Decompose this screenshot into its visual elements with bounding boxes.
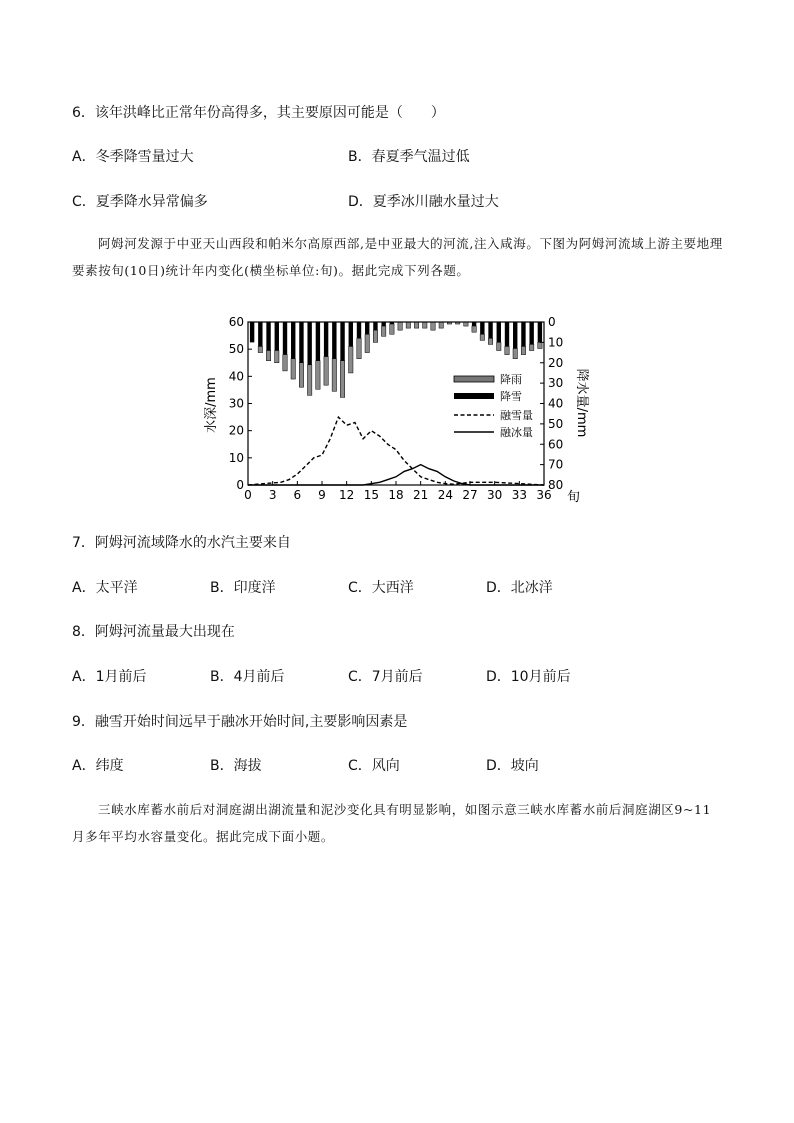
y-left-tick-label: 50 bbox=[228, 342, 244, 357]
rain-bar bbox=[538, 342, 542, 348]
q9-option-a: A．纬度 bbox=[72, 758, 124, 774]
rain-bar bbox=[521, 346, 525, 354]
snow-bar bbox=[365, 322, 369, 334]
snow-bar bbox=[258, 322, 262, 346]
q7-option-d: D．北冰洋 bbox=[486, 580, 553, 596]
y-right-tick-label: 70 bbox=[548, 457, 564, 472]
snow-bar bbox=[266, 322, 270, 351]
legend-icemelt-label: 融冰量 bbox=[500, 426, 533, 439]
q6-option-d: D．夏季冰川融水量过大 bbox=[348, 194, 499, 210]
snow-bar bbox=[529, 322, 533, 344]
rain-bar bbox=[381, 326, 385, 336]
y-left-tick-label: 20 bbox=[228, 423, 244, 438]
x-tick-label: 33 bbox=[511, 488, 527, 502]
passage-amu-darya: 阿姆河发源于中亚天山西段和帕米尔高原西部,是中亚最大的河流,注入咸海。下图为阿姆河流域上游主要地理要素按旬(10日)统计年内变化(横坐标单位:旬)。据此完成下列各题。 bbox=[72, 236, 723, 278]
snow-bar bbox=[299, 322, 303, 363]
y-left-tick-label: 40 bbox=[228, 369, 244, 384]
q6-option-a: A．冬季降雪量过大 bbox=[72, 149, 194, 165]
rain-bar bbox=[291, 359, 295, 379]
rain-bar bbox=[299, 363, 303, 387]
q8-option-b: B．4月前后 bbox=[210, 669, 285, 685]
q6-option-b: B．春夏季气温过低 bbox=[348, 149, 470, 165]
x-tick-label: 21 bbox=[413, 488, 429, 502]
rain-bar bbox=[423, 322, 427, 328]
y-right-tick-label: 40 bbox=[548, 396, 564, 411]
x-tick-label: 36 bbox=[536, 488, 552, 502]
x-tick-label: 12 bbox=[339, 488, 355, 502]
y-right-label: 降水量/mm bbox=[574, 368, 589, 438]
rain-bar bbox=[390, 324, 394, 334]
x-tick-label: 0 bbox=[244, 488, 252, 502]
rain-bar bbox=[307, 365, 311, 396]
x-tick-label: 24 bbox=[437, 488, 453, 502]
y-left-tick-label: 10 bbox=[228, 450, 244, 465]
x-tick-label: 6 bbox=[293, 488, 302, 502]
y-right-tick-label: 0 bbox=[548, 315, 556, 329]
x-tick-label: 18 bbox=[388, 488, 404, 502]
q9-stem: 9．融雪开始时间远早于融冰开始时间,主要影响因素是 bbox=[72, 714, 408, 730]
rain-bar bbox=[316, 361, 320, 390]
rain-bar bbox=[513, 348, 517, 358]
legend-rain-label: 降雨 bbox=[500, 373, 522, 386]
y-left-tick-label: 30 bbox=[228, 396, 244, 411]
q8-option-c: C．7月前后 bbox=[348, 669, 423, 685]
rain-bar bbox=[357, 338, 361, 358]
snow-bar bbox=[340, 322, 344, 361]
q9-option-d: D．坡向 bbox=[486, 758, 539, 774]
snow-bar bbox=[521, 322, 525, 346]
q8-option-a: A．1月前后 bbox=[72, 669, 147, 685]
q9-option-b: B．海拔 bbox=[210, 758, 262, 774]
chart-legend bbox=[454, 372, 533, 439]
rain-bar bbox=[472, 326, 476, 332]
rain-bar bbox=[275, 351, 279, 363]
y-left-label: 水深/mm bbox=[204, 377, 219, 433]
rain-bar bbox=[258, 346, 262, 352]
q7-stem: 7．阿姆河流域降水的水汽主要来自 bbox=[72, 535, 291, 551]
snow-bar bbox=[480, 322, 484, 334]
snow-bar bbox=[275, 322, 279, 351]
q7-option-c: C．大西洋 bbox=[348, 580, 414, 596]
x-label: 旬 bbox=[567, 490, 581, 505]
legend-snow-swatch bbox=[454, 393, 494, 399]
y-right-tick-label: 20 bbox=[548, 355, 564, 370]
snow-bar bbox=[332, 322, 336, 359]
rain-bar bbox=[365, 334, 369, 352]
rain-bar bbox=[373, 330, 377, 342]
snow-bar bbox=[307, 322, 311, 365]
legend-rain-swatch bbox=[454, 376, 494, 382]
q7-option-b: B．印度洋 bbox=[210, 580, 276, 596]
rain-bar bbox=[480, 334, 484, 340]
x-tick-label: 15 bbox=[363, 488, 379, 502]
snow-bar bbox=[349, 322, 353, 346]
precip-bars bbox=[250, 322, 542, 397]
rain-bar bbox=[266, 351, 270, 361]
passage-three-gorges: 三峡水库蓄水前后对洞庭湖出湖流量和泥沙变化具有明显影响，如图示意三峡水库蓄水前后洞庭湖区9~11月多年平均水容量变化。据此完成下面小题。 bbox=[72, 802, 712, 844]
y-right-tick-label: 50 bbox=[548, 416, 564, 431]
rain-bar bbox=[414, 322, 418, 328]
snow-bar bbox=[472, 322, 476, 326]
x-tick-label: 27 bbox=[462, 488, 478, 502]
y-left-tick-label: 60 bbox=[228, 315, 244, 329]
snow-bar bbox=[283, 322, 287, 355]
legend-snow-label: 降雪 bbox=[500, 390, 522, 403]
q8-option-d: D．10月前后 bbox=[486, 669, 571, 685]
y-right-tick-label: 80 bbox=[548, 478, 564, 492]
rain-bar bbox=[431, 322, 435, 330]
rain-bar bbox=[529, 344, 533, 350]
y-right-tick-label: 10 bbox=[548, 335, 564, 350]
rain-bar bbox=[488, 338, 492, 344]
q6-stem: 6．该年洪峰比正常年份高得多，其主要原因可能是（ ） bbox=[72, 105, 445, 121]
snow-bar bbox=[250, 322, 254, 342]
snow-bar bbox=[357, 322, 361, 338]
rain-bar bbox=[497, 342, 501, 350]
x-tick-label: 3 bbox=[268, 488, 277, 502]
snow-bar bbox=[381, 322, 385, 326]
snow-bar bbox=[513, 322, 517, 348]
rain-bar bbox=[464, 322, 468, 326]
q6-option-c: C．夏季降水异常偏多 bbox=[72, 194, 208, 210]
y-right-tick-label: 30 bbox=[548, 376, 564, 391]
q9-option-c: C．风向 bbox=[348, 758, 400, 774]
snow-bar bbox=[497, 322, 501, 342]
snow-bar bbox=[373, 322, 377, 330]
y-right-tick-label: 60 bbox=[548, 437, 564, 452]
q7-option-a: A．太平洋 bbox=[72, 580, 138, 596]
rain-bar bbox=[505, 346, 509, 354]
rain-bar bbox=[340, 361, 344, 398]
amu-darya-chart bbox=[196, 310, 589, 510]
q8-stem: 8．阿姆河流量最大出现在 bbox=[72, 624, 235, 640]
y-left-tick-label: 0 bbox=[236, 478, 244, 492]
x-tick-label: 30 bbox=[487, 488, 503, 502]
snow-bar bbox=[538, 322, 542, 342]
snow-bar bbox=[324, 322, 328, 357]
snow-bar bbox=[505, 322, 509, 346]
rain-bar bbox=[439, 322, 443, 328]
rain-bar bbox=[406, 322, 410, 328]
rain-bar bbox=[324, 357, 328, 386]
x-tick-label: 9 bbox=[318, 488, 326, 502]
snow-bar bbox=[291, 322, 295, 359]
rain-bar bbox=[283, 355, 287, 371]
snow-bar bbox=[316, 322, 320, 361]
legend-snowmelt-label: 融雪量 bbox=[500, 409, 533, 422]
rain-bar bbox=[349, 346, 353, 372]
rain-bar bbox=[332, 359, 336, 392]
snow-bar bbox=[488, 322, 492, 338]
rain-bar bbox=[398, 322, 402, 330]
